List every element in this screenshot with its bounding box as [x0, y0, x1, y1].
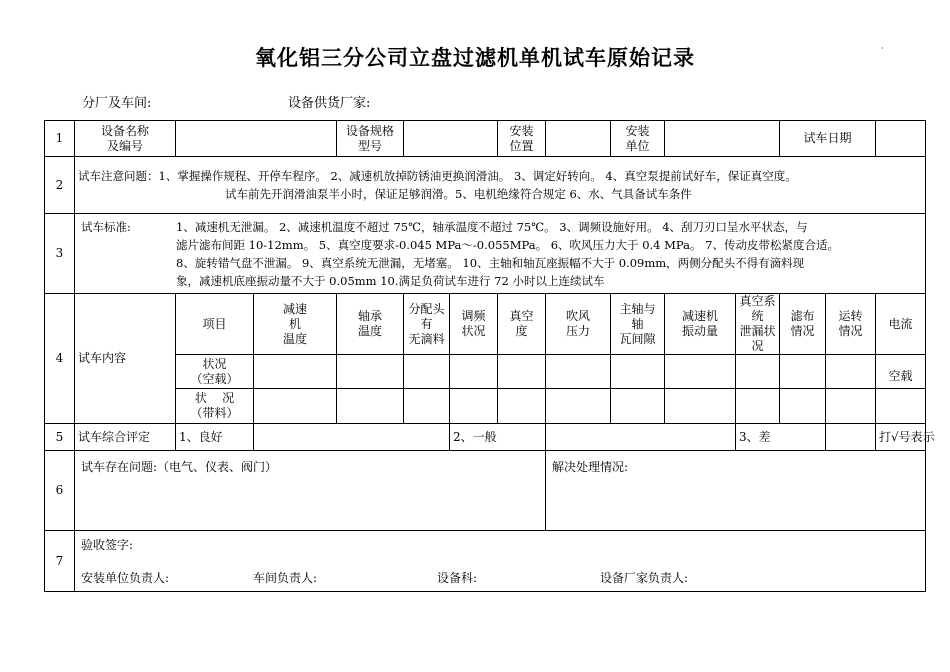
cell-input[interactable] [337, 389, 404, 424]
item-bearing-temp: 轴承 温度 [337, 294, 404, 355]
item-filter-cloth: 滤布 情况 [780, 294, 826, 355]
cell-input[interactable] [780, 355, 826, 389]
row-number: 4 [45, 294, 75, 424]
cell-input[interactable] [736, 389, 780, 424]
cell-input[interactable] [450, 355, 498, 389]
cell-input[interactable] [611, 389, 665, 424]
rating-good: 1、良好 [176, 424, 254, 451]
problems-field[interactable] [75, 451, 546, 531]
standard-line-1: 1、减速机无泄漏。 2、减速机温度不超过 75℃，轴承温度不超过 75℃。 3、调频设施好用。 4、刮刀刃口呈水平状态，与 [176, 219, 808, 234]
rating-normal-field[interactable] [546, 424, 736, 451]
row-number: 6 [45, 451, 75, 531]
row-number: 7 [45, 531, 75, 592]
cell-input[interactable] [254, 355, 337, 389]
row-4-empty-load [45, 355, 926, 389]
item-frequency: 调频 状况 [450, 294, 498, 355]
item-header: 项目 [176, 294, 254, 355]
workshop-label: 分厂及车间: [82, 96, 152, 111]
standard-label: 试车标准: [81, 220, 131, 234]
row-number: 2 [45, 157, 75, 214]
cell-input[interactable] [498, 355, 546, 389]
equip-dept-label: 设备科: [437, 571, 478, 585]
item-reducer-temp: 减速 机 温度 [254, 294, 337, 355]
state-empty-label: 状况 （空载） [176, 355, 254, 389]
row-1 [45, 121, 926, 157]
vendor-lead-label: 设备厂家负责人: [600, 571, 689, 585]
item-reducer-vibration: 减速机 振动量 [665, 294, 736, 355]
corner-mark: · [881, 44, 884, 53]
item-shaft-gap: 主轴与轴 瓦间隙 [611, 294, 665, 355]
current-empty-label: 空载 [876, 355, 926, 389]
cell-input[interactable] [546, 355, 611, 389]
cell-input[interactable] [611, 355, 665, 389]
trial-date-label: 试车日期 [780, 121, 876, 157]
trial-record-table [44, 120, 935, 592]
item-vacuum-leak: 真空系统 泄漏状况 [736, 294, 780, 355]
rating-normal: 2、一般 [450, 424, 546, 451]
row-4-full-load [45, 389, 926, 424]
standard-line-3: 8、旋转错气盘不泄漏。 9、真空系统无泄漏，无堵塞。 10、主轴和轴瓦座振幅不大于 0.09mm，两侧分配头不得有滴料现 [176, 255, 805, 270]
row-6 [45, 451, 926, 531]
item-distributor-drip: 分配头有 无滴料 [404, 294, 450, 355]
install-position-label: 安装 位置 [498, 121, 546, 157]
check-hint: 打√号表示 [876, 424, 926, 451]
row-7 [45, 531, 926, 592]
solution-field[interactable] [546, 451, 926, 531]
cell-input[interactable] [780, 389, 826, 424]
device-spec-label: 设备规格 型号 [337, 121, 404, 157]
device-name-label: 设备名称 及编号 [75, 121, 176, 157]
row-number: 1 [45, 121, 75, 157]
cell-input[interactable] [404, 389, 450, 424]
row-number: 5 [45, 424, 75, 451]
row-number: 3 [45, 214, 75, 294]
item-current: 电流 [876, 294, 926, 355]
notes-line-1: 试车注意问题：1、掌握操作规程、开停车程序。 2、减速机放掉防锈油更换润滑油。 3、调定好转向。 4、真空泵提前试好车，保证真空度。 [78, 169, 797, 183]
page-title: 氧化铝三分公司立盘过滤机单机试车原始记录 [255, 46, 695, 70]
rating-good-field[interactable] [254, 424, 450, 451]
item-blow-pressure: 吹风 压力 [546, 294, 611, 355]
row-2 [45, 157, 926, 214]
cell-input[interactable] [254, 389, 337, 424]
evaluation-label: 试车综合评定 [75, 424, 176, 451]
cell-input[interactable] [876, 389, 926, 424]
item-running: 运转 情况 [826, 294, 876, 355]
device-spec-field[interactable] [404, 121, 498, 157]
standard-line-2: 滤片滤布间距 10-12mm。 5、真空度要求-0.045 MPa～-0.055MPa。 6、吹风压力大于 0.4 MPa。 7、传动皮带松紧度合适。 [176, 237, 839, 252]
rating-poor-field[interactable] [826, 424, 876, 451]
device-name-field[interactable] [176, 121, 337, 157]
rating-poor: 3、差 [736, 424, 826, 451]
install-lead-label: 安装单位负责人: [81, 571, 170, 585]
trial-date-field[interactable] [876, 121, 926, 157]
install-unit-field[interactable] [665, 121, 780, 157]
cell-input[interactable] [826, 355, 876, 389]
problems-label: 试车存在问题:（电气、仪表、阀门） [81, 460, 278, 474]
cell-input[interactable] [450, 389, 498, 424]
workshop-lead-label: 车间负责人: [253, 571, 318, 585]
cell-input[interactable] [498, 389, 546, 424]
install-position-field[interactable] [546, 121, 611, 157]
cell-input[interactable] [665, 355, 736, 389]
cell-input[interactable] [404, 355, 450, 389]
supplier-label: 设备供货厂家: [288, 96, 371, 111]
install-unit-label: 安装 单位 [611, 121, 665, 157]
cell-input[interactable] [736, 355, 780, 389]
row-5 [45, 424, 926, 451]
notes-line-2: 试车前先开润滑油泵半小时，保证足够润滑。5、电机绝缘符合规定 6、水、气具备试车条件 [225, 187, 692, 201]
row-4-items [45, 294, 926, 355]
cell-input[interactable] [826, 389, 876, 424]
acceptance-sign-label: 验收签字: [81, 538, 134, 552]
item-vacuum: 真空 度 [498, 294, 546, 355]
state-load-label: 状 况 （带料） [176, 389, 254, 424]
standard-line-4: 象，减速机底座振动量不大于 0.05mm 10.满足负荷试车进行 72 小时以上连续试车 [176, 273, 605, 288]
row-3 [45, 214, 926, 294]
content-label: 试车内容 [75, 294, 176, 424]
solution-label: 解决处理情况: [552, 460, 629, 474]
cell-input[interactable] [546, 389, 611, 424]
cell-input[interactable] [337, 355, 404, 389]
cell-input[interactable] [665, 389, 736, 424]
